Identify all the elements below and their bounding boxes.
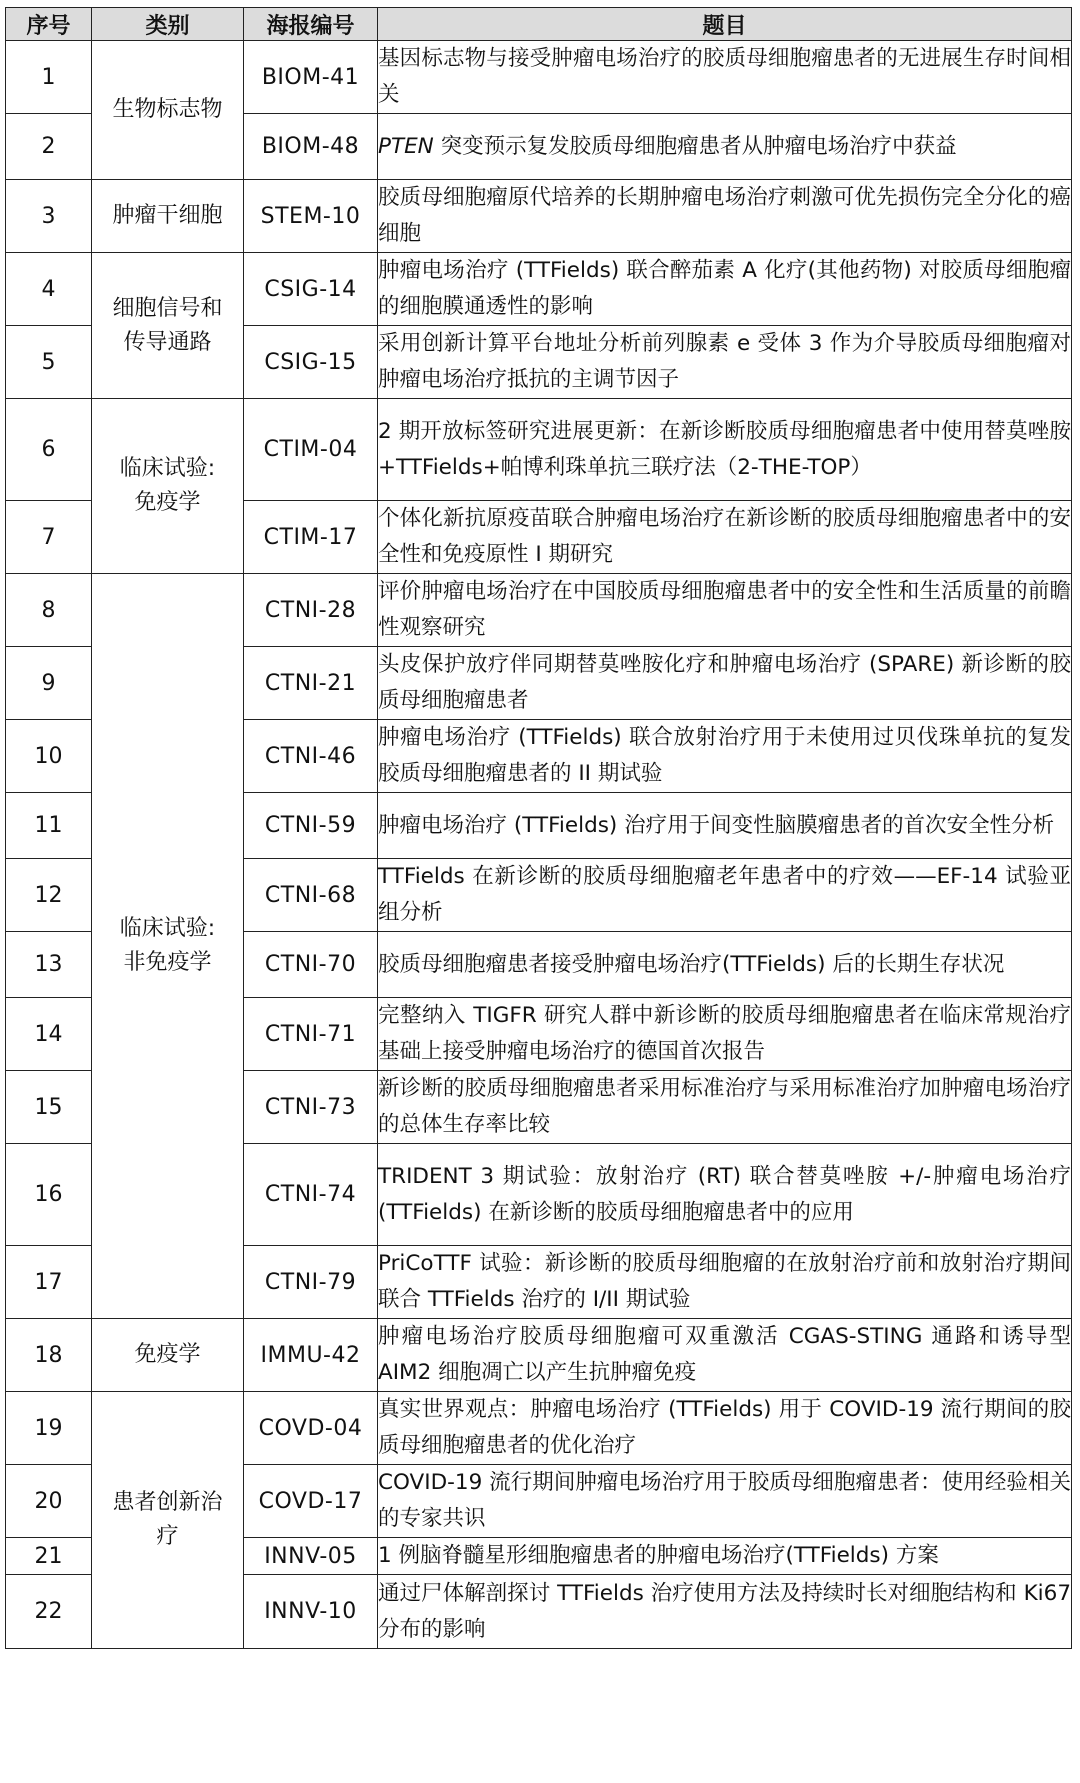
category-line: 免疫学 [134,490,201,515]
category-cell [92,399,244,574]
poster-title: 基因标志物与接受肿瘤电场治疗的胶质母细胞瘤患者的无进展生存时间相关 [378,41,1072,114]
poster-title: 完整纳入 TIGFR 研究人群中新诊断的胶质母细胞瘤患者在临床常规治疗基础上接受肿瘤电场治疗的德国首次报告 [378,998,1072,1071]
title-rest: 突变预示复发胶质母细胞瘤患者从肿瘤电场治疗中获益 [433,133,957,159]
row-number: 16 [6,1144,92,1246]
poster-title [378,114,1072,180]
table-row [6,1392,1072,1465]
poster-code: CTNI-28 [244,574,378,647]
table-row [6,1319,1072,1392]
row-number: 11 [6,793,92,859]
row-number: 22 [6,1575,92,1649]
header-category: 类别 [92,8,244,41]
row-number: 18 [6,1319,92,1392]
row-number: 20 [6,1465,92,1538]
row-number: 6 [6,399,92,501]
table-row [6,399,1072,501]
poster-title: 新诊断的胶质母细胞瘤患者采用标准治疗与采用标准治疗加肿瘤电场治疗的总体生存率比较 [378,1071,1072,1144]
category-cell [92,1392,244,1649]
category-line: 生物标志物 [112,97,223,122]
poster-title: 肿瘤电场治疗 (TTFields) 联合放射治疗用于未使用过贝伐珠单抗的复发胶质母细胞瘤患者的 II 期试验 [378,720,1072,793]
poster-code: CSIG-15 [244,326,378,399]
poster-code: CTIM-04 [244,399,378,501]
row-number: 4 [6,253,92,326]
poster-code: CTNI-71 [244,998,378,1071]
poster-code: CTNI-74 [244,1144,378,1246]
poster-title: 头皮保护放疗伴同期替莫唑胺化疗和肿瘤电场治疗 (SPARE) 新诊断的胶质母细胞瘤患者 [378,647,1072,720]
poster-title: 肿瘤电场治疗 (TTFields) 联合醉茄素 A 化疗(其他药物) 对胶质母细胞瘤的细胞膜通透性的影响 [378,253,1072,326]
category-line: 疗 [156,1524,179,1549]
poster-title: 采用创新计算平台地址分析前列腺素 e 受体 3 作为介导胶质母细胞瘤对肿瘤电场治疗抵抗的主调节因子 [378,326,1072,399]
poster-title: TTFields 在新诊断的胶质母细胞瘤老年患者中的疗效——EF-14 试验亚组分析 [378,859,1072,932]
header-code: 海报编号 [244,8,378,41]
poster-code: INNV-05 [244,1538,378,1575]
table-row [6,253,1072,326]
category-line: 免疫学 [134,1342,201,1367]
gene-name: PTEN [378,133,434,159]
category-cell [92,574,244,1319]
poster-code: CTIM-17 [244,501,378,574]
poster-title: 1 例脑脊髓星形细胞瘤患者的肿瘤电场治疗(TTFields) 方案 [378,1538,1072,1575]
poster-title: 2 期开放标签研究进展更新：在新诊断胶质母细胞瘤患者中使用替莫唑胺+TTFields+帕博利珠单抗三联疗法（2-THE-TOP） [378,399,1072,501]
row-number: 3 [6,180,92,253]
poster-code: CTNI-59 [244,793,378,859]
table-row [6,41,1072,114]
category-cell [92,1319,244,1392]
category-line: 非免疫学 [123,950,212,975]
header-row [6,8,1072,41]
poster-code: BIOM-48 [244,114,378,180]
category-line: 肿瘤干细胞 [112,203,223,228]
poster-code: COVD-17 [244,1465,378,1538]
poster-table [5,7,1072,1649]
poster-code: CTNI-21 [244,647,378,720]
table-row [6,180,1072,253]
poster-code: CTNI-73 [244,1071,378,1144]
row-number: 19 [6,1392,92,1465]
poster-code: BIOM-41 [244,41,378,114]
row-number: 7 [6,501,92,574]
poster-title: 通过尸体解剖探讨 TTFields 治疗使用方法及持续时长对细胞结构和 Ki67 分布的影响 [378,1575,1072,1649]
row-number: 15 [6,1071,92,1144]
poster-code: CTNI-70 [244,932,378,998]
poster-code: INNV-10 [244,1575,378,1649]
poster-title: 胶质母细胞瘤患者接受肿瘤电场治疗(TTFields) 后的长期生存状况 [378,932,1072,998]
category-line: 临床试验: [119,916,216,941]
category-line: 传导通路 [123,329,212,355]
poster-code: CTNI-79 [244,1246,378,1319]
row-number: 14 [6,998,92,1071]
poster-title: 真实世界观点：肿瘤电场治疗 (TTFields) 用于 COVID-19 流行期间的胶质母细胞瘤患者的优化治疗 [378,1392,1072,1465]
poster-code: COVD-04 [244,1392,378,1465]
row-number: 9 [6,647,92,720]
category-line: 患者创新治 [112,1490,223,1515]
row-number: 17 [6,1246,92,1319]
poster-title: 肿瘤电场治疗 (TTFields) 治疗用于间变性脑膜瘤患者的首次安全性分析 [378,793,1072,859]
row-number: 5 [6,326,92,399]
row-number: 12 [6,859,92,932]
category-line: 细胞信号和 [112,295,223,321]
table-row [6,574,1072,647]
header-no: 序号 [6,8,92,41]
poster-title: 胶质母细胞瘤原代培养的长期肿瘤电场治疗刺激可优先损伤完全分化的癌细胞 [378,180,1072,253]
row-number: 8 [6,574,92,647]
poster-code: IMMU-42 [244,1319,378,1392]
poster-code: CTNI-68 [244,859,378,932]
poster-title: 肿瘤电场治疗胶质母细胞瘤可双重激活 CGAS-STING 通路和诱导型 AIM2 细胞凋亡以产生抗肿瘤免疫 [378,1319,1072,1392]
category-line: 临床试验: [119,456,216,481]
row-number: 13 [6,932,92,998]
row-number: 21 [6,1538,92,1575]
category-cell [92,41,244,180]
poster-title: 个体化新抗原疫苗联合肿瘤电场治疗在新诊断的胶质母细胞瘤患者中的安全性和免疫原性 I 期研究 [378,501,1072,574]
row-number: 2 [6,114,92,180]
category-cell [92,180,244,253]
category-cell [92,253,244,399]
header-title: 题目 [378,8,1072,41]
poster-title: PriCoTTF 试验：新诊断的胶质母细胞瘤的在放射治疗前和放射治疗期间联合 TTFields 治疗的 I/II 期试验 [378,1246,1072,1319]
poster-title: 评价肿瘤电场治疗在中国胶质母细胞瘤患者中的安全性和生活质量的前瞻性观察研究 [378,574,1072,647]
poster-code: CSIG-14 [244,253,378,326]
poster-code: CTNI-46 [244,720,378,793]
poster-title: TRIDENT 3 期试验：放射治疗 (RT) 联合替莫唑胺 +/-肿瘤电场治疗 (TTFields) 在新诊断的胶质母细胞瘤患者中的应用 [378,1144,1072,1246]
row-number: 1 [6,41,92,114]
poster-code: STEM-10 [244,180,378,253]
row-number: 10 [6,720,92,793]
poster-title: COVID-19 流行期间肿瘤电场治疗用于胶质母细胞瘤患者：使用经验相关的专家共识 [378,1465,1072,1538]
